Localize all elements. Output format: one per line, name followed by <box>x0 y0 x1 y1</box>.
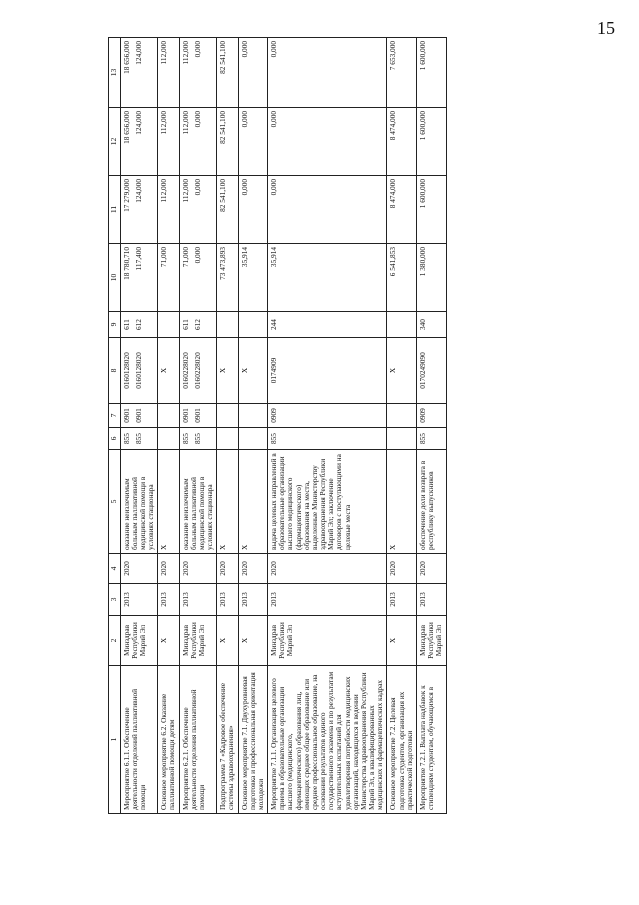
cell-line: 18 780,710 <box>121 247 131 280</box>
cell-line: 0160228020 <box>192 352 202 389</box>
cell-value: 35,914 <box>238 244 268 312</box>
cell-executor: Минздрав Республики Марий Эл <box>268 616 387 666</box>
cell-csr: 0170249090 <box>417 338 447 404</box>
cell-value: 8 474,000 <box>387 176 417 244</box>
cell-value: 0,000 <box>268 38 387 108</box>
cell-line: 71,000 <box>180 247 190 268</box>
cell-line: 112,000 <box>180 41 190 65</box>
header-cell: 5 <box>109 450 121 554</box>
cell-csr: X <box>158 338 179 404</box>
cell-line: 0160228020 <box>180 352 190 389</box>
cell-value: 1 600,000 <box>417 38 447 108</box>
cell-name: Мероприятие 7.1.1. Организация целевого приема в образовательные организации высшего (медицинского, фармацевтического) образования лиц, имеющих среднее общее образование или среднее профессиональное образование, на основании результатов единого государственного экзамена и по результатам вступительных испытаний для удовлетворения потребности медицинских организаций, находящихся в ведении Министерства здравоохранения Республики Марий Эл, в квалифицированных медицинских и фармацевтических кадрах <box>268 666 387 814</box>
cell-value: 1 380,000 <box>417 244 447 312</box>
cell-grbs <box>387 428 417 450</box>
header-cell: 4 <box>109 554 121 584</box>
table-row <box>417 38 447 814</box>
table-row <box>268 38 387 814</box>
cell-line: 124,000 <box>133 111 143 135</box>
cell-line: 124,000 <box>133 41 143 65</box>
cell-executor: Минздрав Республики Марий Эл <box>417 616 447 666</box>
cell-start: 2013 <box>238 584 268 616</box>
cell-value <box>179 108 217 176</box>
cell-start: 2013 <box>179 584 217 616</box>
cell-value: 7 653,000 <box>387 38 417 108</box>
cell-vr <box>179 312 217 338</box>
cell-value: 82 541,100 <box>217 38 238 108</box>
cell-value: 0,000 <box>238 108 268 176</box>
cell-value <box>120 108 158 176</box>
cell-line: 855 <box>121 433 131 444</box>
cell-result: выдача целевых направлений в образовательные организации высшего медицинского (фармацевтического) образования на места, выделенные Министерству здравоохранения Республики Марий Эл; заключение договоров с поступающими на целевые места <box>268 450 387 554</box>
cell-end: 2020 <box>387 554 417 584</box>
cell-line: 0901 <box>192 408 202 423</box>
cell-result: оказание неизлечимым больным паллиативной медицинской помощи в условиях стационара <box>179 450 217 554</box>
cell-rzpr <box>238 404 268 428</box>
cell-start: 2013 <box>217 584 238 616</box>
cell-rzpr <box>120 404 158 428</box>
header-cell: 6 <box>109 428 121 450</box>
cell-csr: 0174909 <box>268 338 387 404</box>
cell-line: 18 656,000 <box>121 111 131 144</box>
cell-rzpr: 0909 <box>268 404 387 428</box>
cell-line: 0,000 <box>192 247 202 264</box>
cell-result: X <box>158 450 179 554</box>
header-cell: 8 <box>109 338 121 404</box>
cell-start: 2013 <box>417 584 447 616</box>
header-cell: 13 <box>109 38 121 108</box>
header-cell: 11 <box>109 176 121 244</box>
cell-line: 612 <box>192 319 202 330</box>
cell-end: 2020 <box>158 554 179 584</box>
cell-line: 612 <box>133 319 143 330</box>
cell-value: 82 541,100 <box>217 108 238 176</box>
cell-line: 117,400 <box>133 247 143 271</box>
cell-result: X <box>238 450 268 554</box>
cell-value: 73 473,893 <box>217 244 238 312</box>
cell-grbs: 855 <box>417 428 447 450</box>
cell-name: Мероприятие 6.2.1. Обеспечение деятельности отделения паллиативной помощи <box>179 666 217 814</box>
cell-line: 18 656,000 <box>121 41 131 74</box>
cell-start: 2013 <box>268 584 387 616</box>
cell-executor: X <box>238 616 268 666</box>
table-row <box>158 38 179 814</box>
cell-value: 112,000 <box>158 108 179 176</box>
cell-start: 2013 <box>158 584 179 616</box>
cell-grbs <box>179 428 217 450</box>
cell-value: 0,000 <box>268 108 387 176</box>
cell-value: 8 474,000 <box>387 108 417 176</box>
header-cell: 10 <box>109 244 121 312</box>
cell-line: 855 <box>133 433 143 444</box>
cell-vr: 340 <box>417 312 447 338</box>
cell-value <box>120 244 158 312</box>
cell-end: 2020 <box>217 554 238 584</box>
cell-end: 2020 <box>268 554 387 584</box>
cell-line: 611 <box>121 319 131 330</box>
cell-result: X <box>387 450 417 554</box>
cell-value: 35,914 <box>268 244 387 312</box>
cell-name: Мероприятие 7.2.1. Выплата надбавок к стипендиям студентам, обучающимся в <box>417 666 447 814</box>
header-cell: 1 <box>109 666 121 814</box>
cell-start: 2013 <box>120 584 158 616</box>
cell-end: 2020 <box>179 554 217 584</box>
cell-value: 112,000 <box>158 38 179 108</box>
header-row <box>109 38 121 814</box>
cell-vr <box>238 312 268 338</box>
cell-end: 2020 <box>417 554 447 584</box>
cell-result: оказание неизлечимым больным паллиативной медицинской помощи в условиях стационара <box>120 450 158 554</box>
cell-grbs: 855 <box>268 428 387 450</box>
cell-line: 855 <box>192 433 202 444</box>
cell-line: 17 279,000 <box>121 179 131 212</box>
cell-grbs <box>158 428 179 450</box>
cell-value: 0,000 <box>238 38 268 108</box>
cell-line: 855 <box>180 433 190 444</box>
cell-grbs <box>238 428 268 450</box>
cell-name: Основное мероприятие 7.2. Целевая подготовка студентов, организация их практической подготовки <box>387 666 417 814</box>
cell-csr <box>120 338 158 404</box>
cell-line: 112,000 <box>180 111 190 135</box>
cell-end: 2020 <box>238 554 268 584</box>
table-row <box>179 38 217 814</box>
cell-vr: 244 <box>268 312 387 338</box>
cell-executor: Минздрав Республики Марий Эл <box>179 616 217 666</box>
cell-value <box>179 244 217 312</box>
cell-value: 71,000 <box>158 244 179 312</box>
cell-value: 0,000 <box>238 176 268 244</box>
cell-value: 1 600,000 <box>417 108 447 176</box>
table-row <box>387 38 417 814</box>
cell-vr <box>120 312 158 338</box>
cell-vr <box>217 312 238 338</box>
cell-value: 1 600,000 <box>417 176 447 244</box>
cell-line: 0901 <box>121 408 131 423</box>
cell-rzpr <box>217 404 238 428</box>
cell-csr: X <box>217 338 238 404</box>
cell-vr <box>387 312 417 338</box>
table-body <box>109 38 447 814</box>
cell-name: Подпрограмма 7 «Кадровое обеспечение системы здравоохранения» <box>217 666 238 814</box>
table-row <box>238 38 268 814</box>
cell-rzpr <box>387 404 417 428</box>
cell-executor: X <box>387 616 417 666</box>
rotated-table-container <box>108 38 610 814</box>
cell-value <box>120 38 158 108</box>
cell-value <box>120 176 158 244</box>
cell-line: 0160128020 <box>133 352 143 389</box>
cell-csr: X <box>387 338 417 404</box>
cell-line: 0160128020 <box>121 352 131 389</box>
cell-line: 0901 <box>180 408 190 423</box>
cell-csr <box>179 338 217 404</box>
cell-line: 124,000 <box>133 179 143 203</box>
cell-value <box>179 176 217 244</box>
table-row <box>217 38 238 814</box>
cell-value: 0,000 <box>268 176 387 244</box>
cell-result: обеспечение доли возврата в республику выпускников <box>417 450 447 554</box>
cell-line: 611 <box>180 319 190 330</box>
cell-name: Мероприятие 6.1.1. Обеспечение деятельности отделений паллиативной помощи <box>120 666 158 814</box>
table-row <box>120 38 158 814</box>
cell-grbs <box>217 428 238 450</box>
cell-rzpr <box>179 404 217 428</box>
header-cell: 3 <box>109 584 121 616</box>
header-cell: 9 <box>109 312 121 338</box>
cell-line: 0,000 <box>192 41 202 58</box>
cell-csr: X <box>238 338 268 404</box>
cell-value <box>179 38 217 108</box>
cell-executor: Минздрав Республики Марий Эл <box>120 616 158 666</box>
cell-grbs <box>120 428 158 450</box>
program-table <box>108 37 447 814</box>
cell-value: 112,000 <box>158 176 179 244</box>
cell-line: 0901 <box>133 408 143 423</box>
header-cell: 12 <box>109 108 121 176</box>
cell-value: 6 541,853 <box>387 244 417 312</box>
cell-start: 2013 <box>387 584 417 616</box>
cell-line: 0,000 <box>192 179 202 196</box>
cell-rzpr: 0909 <box>417 404 447 428</box>
header-cell: 2 <box>109 616 121 666</box>
cell-value: 82 541,100 <box>217 176 238 244</box>
cell-result: X <box>217 450 238 554</box>
cell-executor: X <box>158 616 179 666</box>
cell-name: Основное мероприятие 7.1. Двухуровневая подготовка и профессиональная ориентация молодежи <box>238 666 268 814</box>
cell-executor: X <box>217 616 238 666</box>
cell-vr <box>158 312 179 338</box>
cell-line: 0,000 <box>192 111 202 128</box>
cell-name: Основное мероприятие 6.2. Оказание паллиативной помощи детям <box>158 666 179 814</box>
cell-end: 2020 <box>120 554 158 584</box>
header-cell: 7 <box>109 404 121 428</box>
cell-rzpr <box>158 404 179 428</box>
page-number: 15 <box>597 18 615 38</box>
cell-line: 112,000 <box>180 179 190 203</box>
